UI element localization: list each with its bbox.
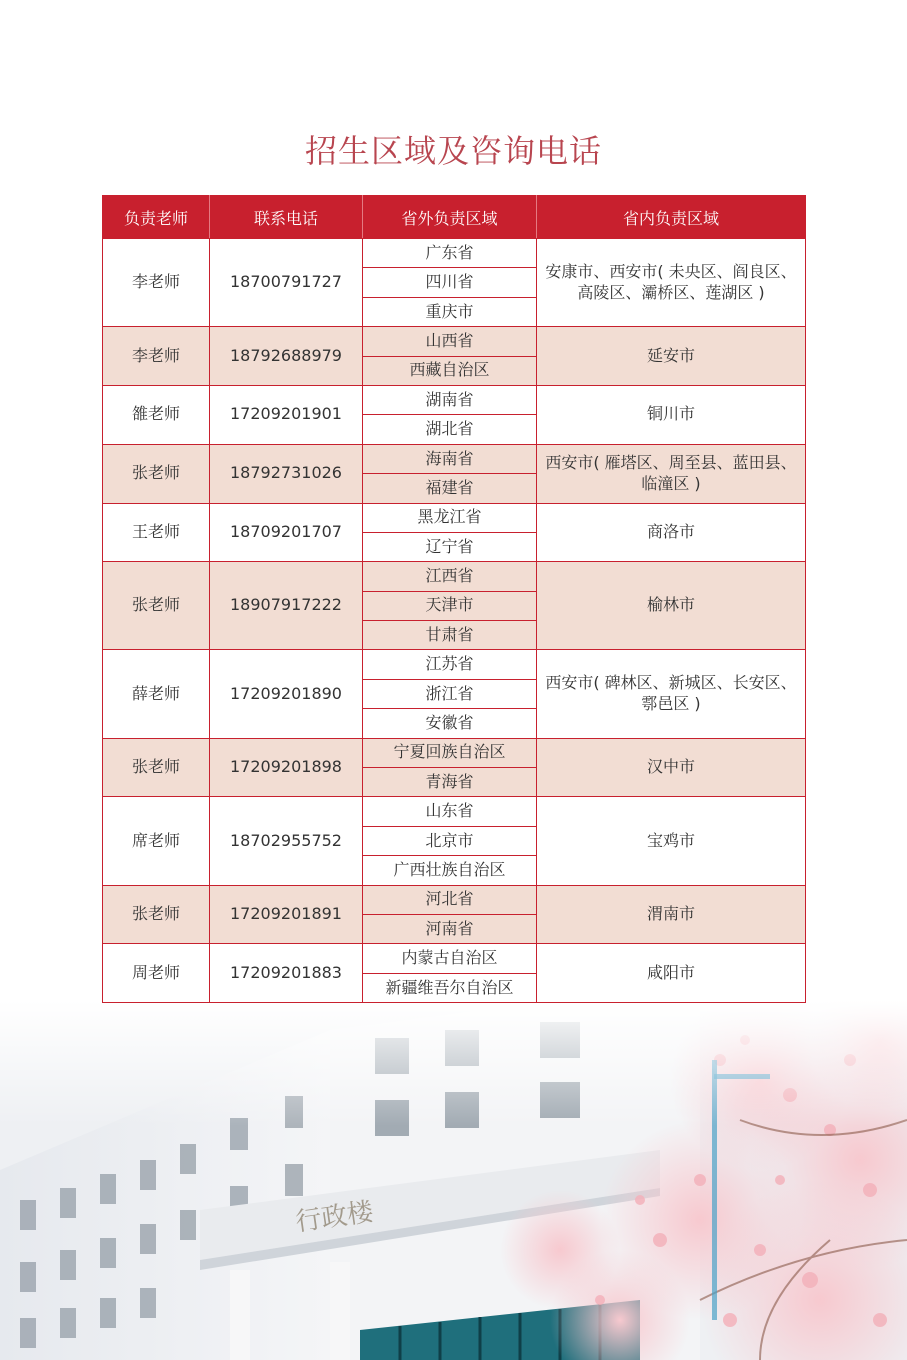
header-teacher: 负责老师 [103, 196, 210, 239]
teacher-cell: 李老师 [103, 239, 210, 327]
in-region-cell: 汉中市 [537, 738, 806, 797]
table-row [103, 239, 806, 268]
phone-cell: 17209201890 [210, 650, 363, 738]
teacher-cell: 王老师 [103, 503, 210, 562]
out-region-cell: 广西壮族自治区 [363, 856, 537, 885]
out-region-cell: 湖南省 [363, 385, 537, 414]
table-row [103, 562, 806, 591]
phone-cell: 18907917222 [210, 562, 363, 650]
in-region-cell: 渭南市 [537, 885, 806, 944]
phone-cell: 17209201891 [210, 885, 363, 944]
out-region-cell: 北京市 [363, 826, 537, 855]
teacher-cell: 席老师 [103, 797, 210, 885]
out-region-cell: 江西省 [363, 562, 537, 591]
out-region-cell: 内蒙古自治区 [363, 944, 537, 973]
phone-cell: 18792731026 [210, 444, 363, 503]
table-row [103, 885, 806, 914]
out-region-cell: 山东省 [363, 797, 537, 826]
out-region-cell: 安徽省 [363, 709, 537, 738]
table-row [103, 503, 806, 532]
in-region-cell: 铜川市 [537, 385, 806, 444]
out-region-cell: 四川省 [363, 268, 537, 297]
table-row [103, 738, 806, 767]
phone-cell: 17209201883 [210, 944, 363, 1003]
table-row [103, 944, 806, 973]
in-region-cell: 延安市 [537, 327, 806, 386]
teacher-cell: 张老师 [103, 738, 210, 797]
in-region-cell: 西安市( 碑林区、新城区、长安区、鄠邑区 ) [537, 650, 806, 738]
in-region-cell: 咸阳市 [537, 944, 806, 1003]
in-region-cell: 安康市、西安市( 未央区、阎良区、高陵区、灞桥区、莲湖区 ) [537, 239, 806, 327]
table-row [103, 650, 806, 679]
out-region-cell: 宁夏回族自治区 [363, 738, 537, 767]
out-region-cell: 浙江省 [363, 679, 537, 708]
out-region-cell: 重庆市 [363, 297, 537, 326]
region-table [102, 195, 806, 1003]
in-region-cell: 榆林市 [537, 562, 806, 650]
out-region-cell: 西藏自治区 [363, 356, 537, 385]
teacher-cell: 张老师 [103, 562, 210, 650]
phone-cell: 18700791727 [210, 239, 363, 327]
phone-cell: 18792688979 [210, 327, 363, 386]
header-phone: 联系电话 [210, 196, 363, 239]
table-row [103, 327, 806, 356]
table-body [103, 239, 806, 1003]
header-out-region: 省外负责区域 [363, 196, 537, 239]
out-region-cell: 新疆维吾尔自治区 [363, 973, 537, 1002]
teacher-cell: 周老师 [103, 944, 210, 1003]
teacher-cell: 张老师 [103, 444, 210, 503]
table-row [103, 385, 806, 414]
table-header-row [103, 196, 806, 239]
phone-cell: 18702955752 [210, 797, 363, 885]
out-region-cell: 黑龙江省 [363, 503, 537, 532]
page-title: 招生区域及咨询电话 [304, 132, 602, 170]
out-region-cell: 河北省 [363, 885, 537, 914]
region-table-wrapper [102, 195, 805, 1003]
campus-photo [0, 1000, 907, 1360]
campus-building-illustration [0, 1000, 907, 1360]
teacher-cell: 薛老师 [103, 650, 210, 738]
in-region-cell: 西安市( 雁塔区、周至县、蓝田县、临潼区 ) [537, 444, 806, 503]
table-row [103, 797, 806, 826]
out-region-cell: 海南省 [363, 444, 537, 473]
table-row [103, 444, 806, 473]
phone-cell: 17209201901 [210, 385, 363, 444]
out-region-cell: 广东省 [363, 239, 537, 268]
out-region-cell: 河南省 [363, 914, 537, 943]
teacher-cell: 李老师 [103, 327, 210, 386]
teacher-cell: 雒老师 [103, 385, 210, 444]
out-region-cell: 山西省 [363, 327, 537, 356]
out-region-cell: 辽宁省 [363, 532, 537, 561]
out-region-cell: 天津市 [363, 591, 537, 620]
teacher-cell: 张老师 [103, 885, 210, 944]
out-region-cell: 青海省 [363, 768, 537, 797]
in-region-cell: 宝鸡市 [537, 797, 806, 885]
out-region-cell: 江苏省 [363, 650, 537, 679]
phone-cell: 18709201707 [210, 503, 363, 562]
out-region-cell: 甘肃省 [363, 621, 537, 650]
out-region-cell: 福建省 [363, 474, 537, 503]
out-region-cell: 湖北省 [363, 415, 537, 444]
in-region-cell: 商洛市 [537, 503, 806, 562]
header-in-region: 省内负责区域 [537, 196, 806, 239]
phone-cell: 17209201898 [210, 738, 363, 797]
